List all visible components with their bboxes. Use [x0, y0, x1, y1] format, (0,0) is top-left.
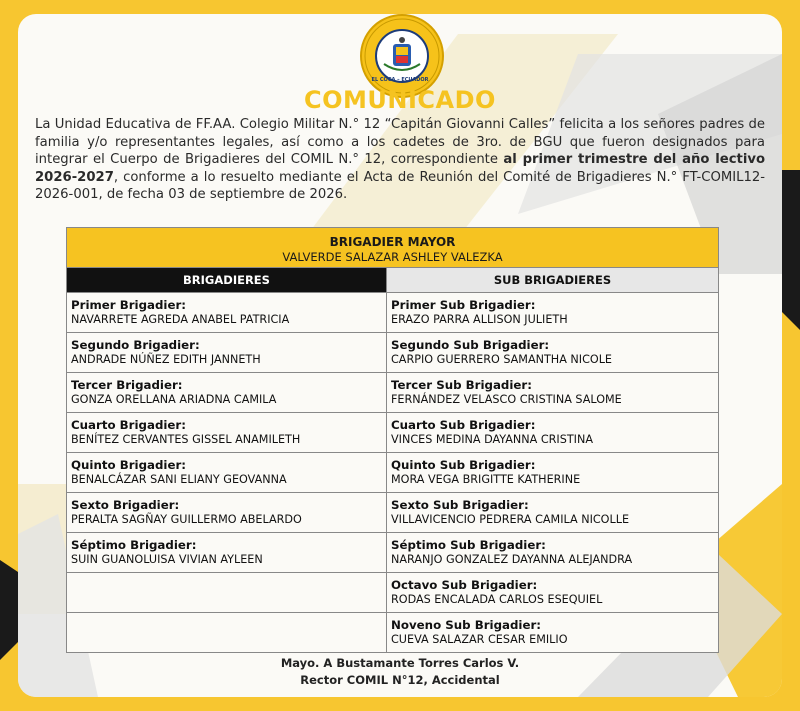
brigadieres-header: BRIGADIERES [67, 268, 387, 293]
mayor-row [67, 228, 719, 268]
communique-card [18, 14, 782, 697]
role-label: Segundo Sub Brigadier: [391, 338, 550, 352]
brigadier-cell [67, 373, 387, 413]
brigadier-cell [67, 333, 387, 373]
person-name: VINCES MEDINA DAYANNA CRISTINA [391, 433, 593, 446]
brigadier-table [66, 227, 719, 653]
intro-text-end: , conforme a lo resuelto mediante el Acta de Reunión del Comité de Brigadieres N.° FT-COMIL12-2026-001, de fecha 03 de septiembre de 2026. [35, 169, 765, 203]
mayor-cell [67, 228, 719, 268]
person-name: MORA VEGA BRIGITTE KATHERINE [391, 473, 581, 486]
person-name: BENÍTEZ CERVANTES GISSEL ANAMILETH [71, 433, 301, 446]
person-name: NARANJO GONZALEZ DAYANNA ALEJANDRA [391, 553, 633, 566]
sub-brigadier-cell [387, 613, 719, 653]
mayor-name: VALVERDE SALAZAR ASHLEY VALEZKA [282, 249, 503, 264]
signature-title: Rector COMIL N°12, Accidental [300, 673, 500, 687]
role-label: Quinto Sub Brigadier: [391, 458, 536, 472]
table-row [67, 493, 719, 533]
signature-name: Mayo. A Bustamante Torres Carlos V. [280, 656, 520, 670]
role-label: Séptimo Brigadier: [71, 538, 197, 552]
intro-text-bold: al primer trimestre del año lectivo 2026-2027 [35, 152, 766, 185]
table-row [67, 453, 719, 493]
sub-brigadier-cell [387, 533, 719, 573]
brigadier-cell [67, 293, 387, 333]
intro-paragraph [35, 116, 765, 204]
table-row [67, 333, 719, 373]
table-row [67, 373, 719, 413]
person-name: ERAZO PARRA ALLISON JULIETH [391, 313, 568, 326]
sub-brigadier-cell [387, 373, 719, 413]
table-row [67, 573, 719, 613]
person-name: GONZA ORELLANA ARIADNA CAMILA [71, 393, 277, 406]
seal-bottom-text: EL COCA – ECUADOR [371, 77, 429, 83]
table-row [67, 533, 719, 573]
person-name: FERNÁNDEZ VELASCO CRISTINA SALOME [391, 393, 622, 406]
person-name: RODAS ENCALADA CARLOS ESEQUIEL [391, 593, 603, 606]
person-name: PERALTA SAGÑAY GUILLERMO ABELARDO [71, 513, 302, 526]
sub-brigadier-cell [387, 293, 719, 333]
role-label: Tercer Brigadier: [71, 378, 183, 392]
table-row [67, 293, 719, 333]
role-label: Noveno Sub Brigadier: [391, 618, 542, 632]
person-name: SUIN GUANOLUISA VIVIAN AYLEEN [71, 553, 263, 566]
brigadier-cell [67, 573, 387, 613]
role-label: Primer Sub Brigadier: [391, 298, 536, 312]
brigadier-cell [67, 533, 387, 573]
person-name: VILLAVICENCIO PEDRERA CAMILA NICOLLE [391, 513, 630, 526]
person-name: CUEVA SALAZAR CESAR EMILIO [391, 633, 568, 646]
role-label: Sexto Brigadier: [71, 498, 180, 512]
table-row [67, 413, 719, 453]
brigadier-cell [67, 453, 387, 493]
brigadier-cell [67, 493, 387, 533]
role-label: Primer Brigadier: [71, 298, 187, 312]
table-row [67, 613, 719, 653]
signature-block [18, 655, 782, 689]
role-label: Segundo Brigadier: [71, 338, 200, 352]
role-label: Cuarto Sub Brigadier: [391, 418, 536, 432]
sub-brigadier-cell [387, 413, 719, 453]
table-body [67, 293, 719, 653]
role-label: Sexto Sub Brigadier: [391, 498, 529, 512]
person-name: CARPIO GUERRERO SAMANTHA NICOLE [391, 353, 613, 366]
sub-brigadieres-header: SUB BRIGADIERES [387, 268, 719, 293]
role-label: Séptimo Sub Brigadier: [391, 538, 546, 552]
brigadier-cell [67, 413, 387, 453]
intro-text-start: La Unidad Educativa de FF.AA. Colegio Militar N.° 12 “Capitán Giovanni Calles” felicita a los señores padres de familia y/o representantes legales, así como a los cadetes de 3ro. de BGU que fueron designados para integrar el Cuerpo de Brigadieres del COMIL N.° 12, correspondiente [35, 117, 765, 168]
table-header-row [67, 268, 719, 293]
mayor-title: BRIGADIER MAYOR [329, 234, 456, 249]
page-title: COMUNICADO [304, 86, 496, 114]
sub-brigadier-cell [387, 333, 719, 373]
role-label: Tercer Sub Brigadier: [391, 378, 532, 392]
role-label: Octavo Sub Brigadier: [391, 578, 538, 592]
sub-brigadier-cell [387, 453, 719, 493]
person-name: NAVARRETE AGREDA ANABEL PATRICIA [71, 313, 290, 326]
role-label: Quinto Brigadier: [71, 458, 187, 472]
person-name: ANDRADE NÚÑEZ EDITH JANNETH [71, 353, 261, 366]
sub-brigadier-cell [387, 573, 719, 613]
person-name: BENALCÁZAR SANI ELIANY GEOVANNA [71, 473, 287, 486]
role-label: Cuarto Brigadier: [71, 418, 186, 432]
brigadier-cell [67, 613, 387, 653]
sub-brigadier-cell [387, 493, 719, 533]
